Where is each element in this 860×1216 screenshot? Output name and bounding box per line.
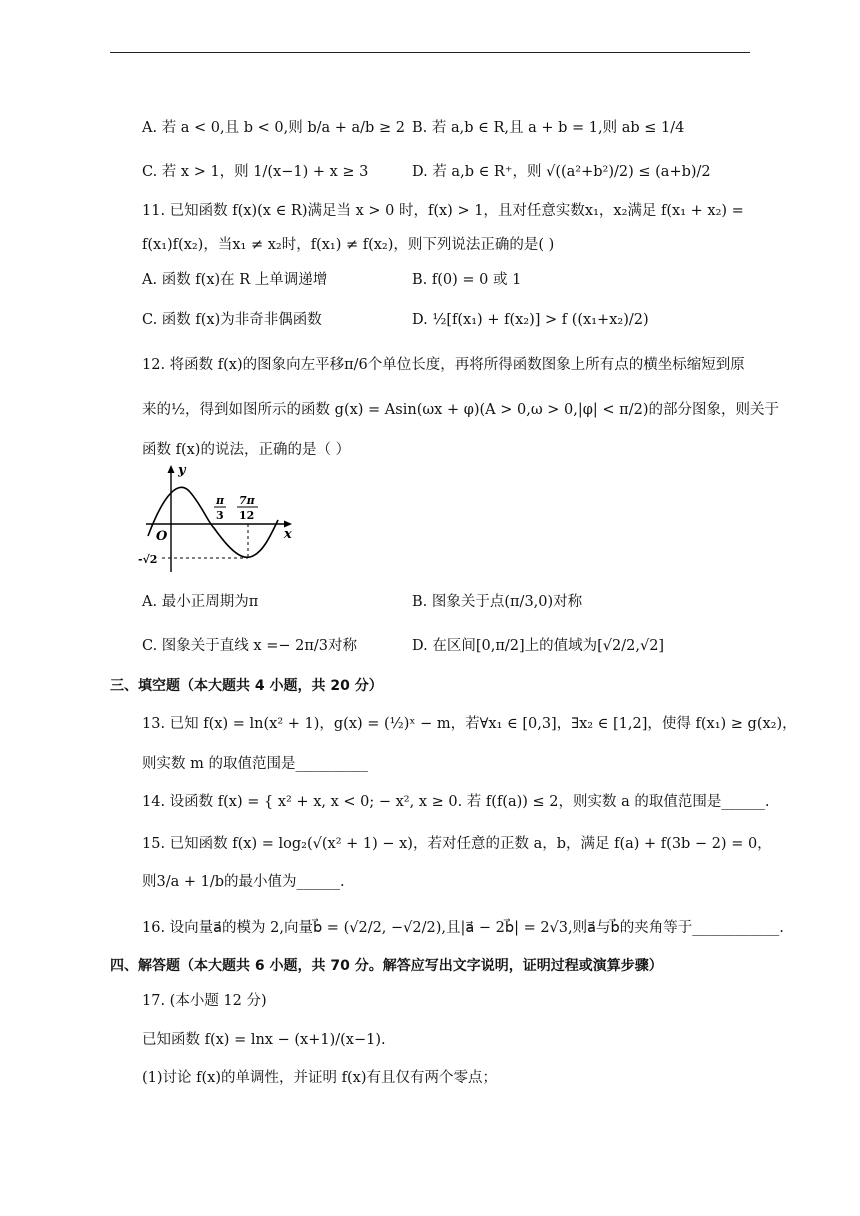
y-label: y bbox=[178, 463, 186, 478]
q12-option-b: B. 图象关于点(π/3,0)对称 bbox=[412, 594, 583, 610]
section-3-title: 三、填空题（本大题共 4 小题，共 20 分） bbox=[110, 678, 383, 694]
section-4-title: 四、解答题（本大题共 6 小题，共 70 分。解答应写出文字说明，证明过程或演算步骤） bbox=[110, 958, 663, 974]
q17-heading: 17. (本小题 12 分) bbox=[142, 993, 267, 1009]
q15-stem-2: 则3/a + 1/b的最小值为______. bbox=[142, 874, 345, 890]
q12-option-c: C. 图象关于直线 x =− 2π/3对称 bbox=[142, 638, 357, 654]
q12-stem-3: 函数 f(x)的说法，正确的是（ ） bbox=[142, 442, 351, 458]
tick1-den: 3 bbox=[216, 509, 224, 522]
ymin-label: -√2 bbox=[138, 553, 158, 566]
q10-option-a: A. 若 a < 0,且 b < 0,则 b/a + a/b ≥ 2 bbox=[142, 120, 405, 136]
q12-option-d: D. 在区间[0,π/2]上的值域为[√2/2,√2] bbox=[412, 638, 665, 654]
q12-stem-2: 来的½，得到如图所示的函数 g(x) = Asin(ωx + φ)(A > 0,ω > 0,|φ| < π/2)的部分图象，则关于 bbox=[142, 402, 779, 418]
q14-stem: 14. 设函数 f(x) = { x² + x, x < 0; − x², x ≥ 0. 若 f(f(a)) ≤ 2，则实数 a 的取值范围是______. bbox=[142, 794, 770, 810]
q12-stem-1: 12. 将函数 f(x)的图象向左平移π/6个单位长度，再将所得函数图象上所有点的横坐标缩短到原 bbox=[142, 357, 745, 373]
q11-option-d: D. ½[f(x₁) + f(x₂)] > f ((x₁+x₂)/2) bbox=[412, 312, 649, 328]
sine-curve bbox=[148, 487, 278, 557]
tick1-num: π bbox=[216, 494, 225, 507]
q17-part-1: (1)讨论 f(x)的单调性，并证明 f(x)有且仅有两个零点； bbox=[142, 1070, 497, 1086]
x-label: x bbox=[284, 527, 292, 542]
q13-stem-2: 则实数 m 的取值范围是__________ bbox=[142, 756, 368, 772]
q10-option-c: C. 若 x > 1，则 1/(x−1) + x ≥ 3 bbox=[142, 164, 369, 180]
q13-stem-1: 13. 已知 f(x) = ln(x² + 1)，g(x) = (½)ˣ − m，若∀x₁ ∈ [0,3]，∃x₂ ∈ [1,2]，使得 f(x₁) ≥ g(x₂)， bbox=[142, 716, 797, 732]
q11-stem-1: 11. 已知函数 f(x)(x ∈ R)满足当 x > 0 时，f(x) > 1，且对任意实数x₁，x₂满足 f(x₁ + x₂) = bbox=[142, 203, 744, 219]
q15-stem-1: 15. 已知函数 f(x) = log₂(√(x² + 1) − x)，若对任意的正数 a，b，满足 f(a) + f(3b − 2) = 0， bbox=[142, 836, 772, 852]
q10-option-b: B. 若 a,b ∈ R,且 a + b = 1,则 ab ≤ 1/4 bbox=[412, 120, 685, 136]
header-rule bbox=[110, 52, 750, 53]
q12-option-a: A. 最小正周期为π bbox=[142, 594, 259, 610]
q11-option-b: B. f(0) = 0 或 1 bbox=[412, 272, 522, 288]
tick2-den: 12 bbox=[239, 509, 255, 522]
tick2-num: 7π bbox=[239, 494, 255, 507]
origin-label: O bbox=[156, 529, 168, 544]
q11-option-c: C. 函数 f(x)为非奇非偶函数 bbox=[142, 312, 322, 328]
q10-option-d: D. 若 a,b ∈ R⁺，则 √((a²+b²)/2) ≤ (a+b)/2 bbox=[412, 164, 711, 180]
q12-graph bbox=[138, 462, 298, 578]
q11-stem-2: f(x₁)f(x₂)，当x₁ ≠ x₂时，f(x₁) ≠ f(x₂)，则下列说法正确的是( ) bbox=[142, 237, 555, 253]
y-axis-arrow bbox=[168, 465, 175, 473]
q16-stem: 16. 设向量a⃗的模为 2,向量b⃗ = (√2/2, −√2/2),且|a⃗ − 2b⃗| = 2√3,则a⃗与b⃗的夹角等于____________. bbox=[142, 920, 784, 936]
q11-option-a: A. 函数 f(x)在 R 上单调递增 bbox=[142, 272, 328, 288]
q17-stem: 已知函数 f(x) = lnx − (x+1)/(x−1). bbox=[142, 1032, 386, 1048]
